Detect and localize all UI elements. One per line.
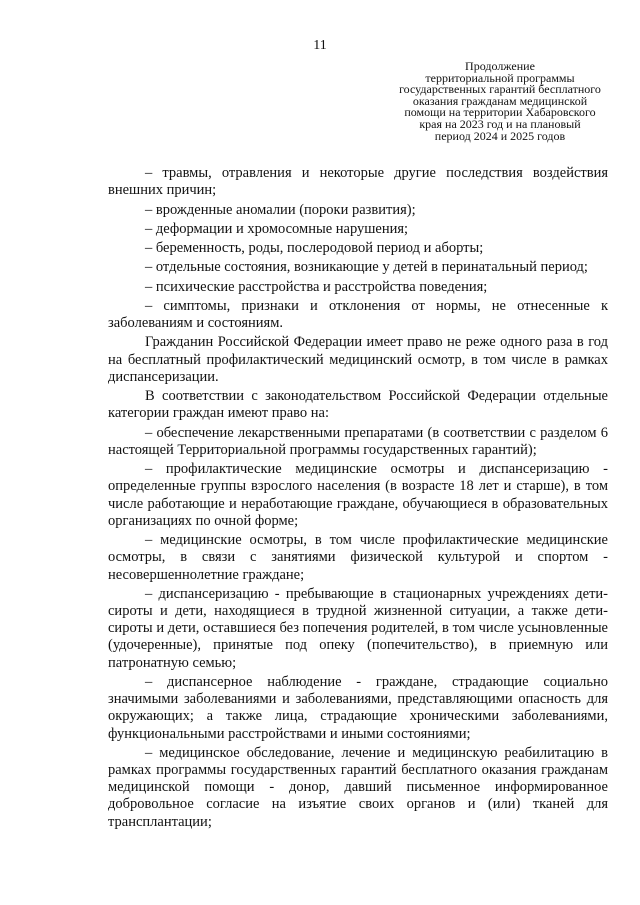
list-item: – отдельные состояния, возникающие у детей в перинатальный период; [145, 259, 588, 276]
list-item: – беременность, роды, послеродовой период и аборты; [145, 240, 484, 257]
page-number: 11 [313, 38, 327, 53]
list-item: – врожденные аномалии (пороки развития); [145, 201, 416, 218]
list-item: – медицинские осмотры, в том числе профилактические медицинские осмотры, в связи с занятиями физической культурой и спортом - несовершеннолетние граждане; [108, 532, 608, 583]
body-paragraph: Гражданин Российской Федерации имеет право не реже одного раза в год на бесплатный профилактический медицинский осмотр, в том числе в рамках диспансеризации. [108, 334, 608, 385]
document-body [108, 165, 608, 831]
header-line: края на 2023 год и на плановый [419, 116, 581, 131]
header-line: территориальной программы [425, 70, 575, 85]
list-item: – диспансеризацию - пребывающие в стационарных учреждениях дети-сироты и дети, находящиеся в трудной жизненной ситуации, а также дети-сироты и дети, оставшиеся без попечения родителей, в том числе усыновленные (удочеренные), принятые под опеку (попечительство), в приемную или патронатную семью; [108, 585, 608, 671]
list-item: – профилактические медицинские осмотры и диспансеризацию - определенные группы взрослого населения (в возрасте 18 лет и старше), в том числе работающие и неработающие граждане, обучающиеся в образовательных организациях по очной форме; [108, 461, 608, 529]
list-item: – психические расстройства и расстройства поведения; [145, 278, 488, 295]
list-item: – медицинское обследование, лечение и медицинскую реабилитацию в рамках программы государственных гарантий бесплатного оказания гражданам медицинской помощи - донор, давший письменное информированное добровольное согласие на изъятие своих органов и (или) тканей для трансплантации; [108, 744, 608, 830]
body-paragraph: В соответствии с законодательством Российской Федерации отдельные категории граждан имеют право на: [108, 388, 608, 422]
list-item: – обеспечение лекарственными препаратами (в соответствии с разделом 6 настоящей Территориальной программы государственных гарантий); [108, 424, 608, 458]
document-header [380, 61, 620, 142]
list-item: – травмы, отравления и некоторые другие последствия воздействия внешних причин; [108, 165, 608, 199]
header-line: период 2024 и 2025 годов [434, 128, 566, 143]
header-line: оказания гражданам медицинской [412, 93, 588, 108]
list-item: – деформации и хромосомные нарушения; [145, 220, 409, 237]
list-item: – диспансерное наблюдение - граждане, страдающие социально значимыми заболеваниями и заболеваниями, представляющими опасность для окружающих; а также лица, страдающие хроническими заболеваниями, функциональными расстройствами и иными состояниями; [108, 673, 608, 742]
header-line: помощи на территории Хабаровского [404, 105, 596, 120]
header-line: Продолжение [465, 59, 535, 73]
header-line: государственных гарантий бесплатного [399, 82, 601, 97]
list-item: – симптомы, признаки и отклонения от нормы, не отнесенные к заболеваниям и состояниям. [108, 297, 608, 332]
